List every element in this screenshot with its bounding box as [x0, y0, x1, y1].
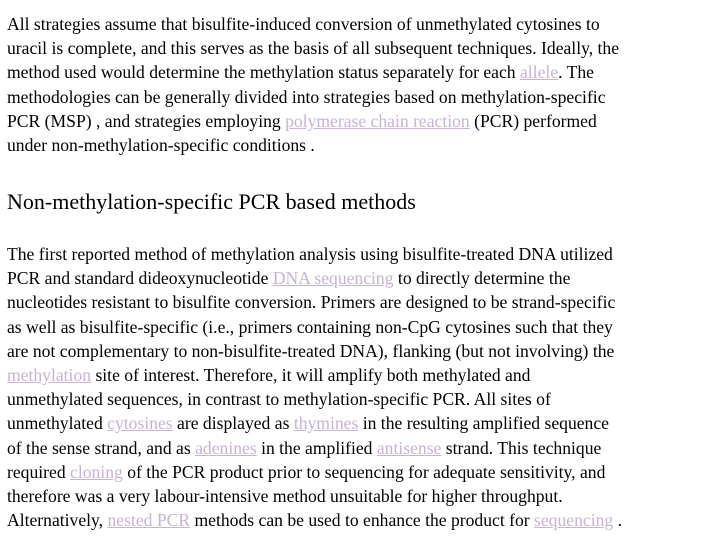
text-span: All strategies assume that bisulfite-induced conversion of unmethylated cytosines to [7, 14, 600, 34]
text-line [7, 36, 619, 60]
text-span: uracil is complete, and this serves as the basis of all subsequent techniques. Ideally, the [7, 38, 620, 59]
text-span: unmethylated sequences, in contrast to methylation-specific PCR. All sites of [7, 389, 551, 410]
text-line [7, 411, 622, 435]
text-span: nucleotides resistant to bisulfite conversion. Primers are designed to be strand-specific [7, 292, 616, 313]
link-allele[interactable]: allele [520, 62, 559, 83]
intro-paragraph [7, 12, 619, 157]
link-methylation[interactable]: methylation [7, 364, 92, 385]
text-span: required [7, 461, 71, 482]
text-line [7, 242, 622, 266]
text-span: methods can be used to enhance the product for [190, 510, 535, 531]
text-line [7, 387, 622, 411]
text-line [7, 109, 619, 133]
text-span: are displayed as [172, 413, 294, 434]
link-adenines[interactable]: adenines [195, 437, 257, 458]
text-span: as well as bisulfite-specific (i.e., primers containing non-CpG cytosines such that they [7, 316, 613, 337]
text-line [7, 363, 622, 387]
text-span: in the resulting amplified sequence [358, 413, 609, 434]
text-span: strand. This technique [441, 437, 602, 458]
text-line [7, 508, 622, 532]
link-antisense[interactable]: antisense [376, 437, 442, 458]
link-thymines[interactable]: thymines [293, 413, 359, 434]
text-line [7, 290, 622, 314]
link-dna-sequencing[interactable]: DNA sequencing [272, 268, 394, 289]
link-nested-pcr[interactable]: nested PCR [107, 510, 191, 531]
section-heading: Non-methylation-specific PCR based methods [7, 189, 416, 214]
link-cytosines[interactable]: cytosines [107, 413, 173, 434]
text-span: . [613, 510, 622, 531]
text-line [7, 12, 619, 36]
text-line [7, 460, 622, 484]
link-polymerase-chain-reaction[interactable]: polymerase chain reaction [285, 110, 470, 131]
text-span: . The [558, 62, 594, 83]
text-span: PCR (MSP) , and strategies employing [7, 110, 286, 131]
text-span: under non-methylation-specific conditions . [7, 134, 315, 155]
methods-paragraph [7, 242, 622, 532]
text-span: method used would determine the methylation status separately for each [7, 62, 520, 83]
text-line [7, 60, 619, 84]
link-sequencing[interactable]: sequencing [534, 510, 614, 531]
text-line [7, 85, 619, 109]
text-line [7, 484, 622, 508]
text-span: to directly determine the [393, 268, 571, 289]
text-line [7, 133, 619, 157]
text-span: of the PCR product prior to sequencing for adequate sensitivity, and [122, 461, 606, 482]
text-span: unmethylated [7, 413, 108, 434]
text-span: therefore was a very labour-intensive method unsuitable for higher throughput. [7, 485, 563, 506]
text-span: (PCR) performed [469, 110, 597, 131]
text-line [7, 315, 622, 339]
text-span: PCR and standard dideoxynucleotide [7, 268, 273, 289]
text-span: methodologies can be generally divided into strategies based on methylation-specific [7, 86, 606, 107]
text-span: The first reported method of methylation analysis using bisulfite-treated DNA utilized [7, 244, 613, 264]
text-span: of the sense strand, and as [7, 437, 196, 458]
text-line [7, 266, 622, 290]
text-span: Alternatively, [7, 510, 108, 531]
text-span: in the amplified [256, 437, 377, 458]
text-span: site of interest. Therefore, it will amplify both methylated and [91, 364, 531, 385]
text-span: are not complementary to non-bisulfite-treated DNA), flanking (but not involving) the [7, 340, 615, 361]
link-cloning[interactable]: cloning [70, 461, 123, 482]
text-line [7, 436, 622, 460]
text-line [7, 339, 622, 363]
